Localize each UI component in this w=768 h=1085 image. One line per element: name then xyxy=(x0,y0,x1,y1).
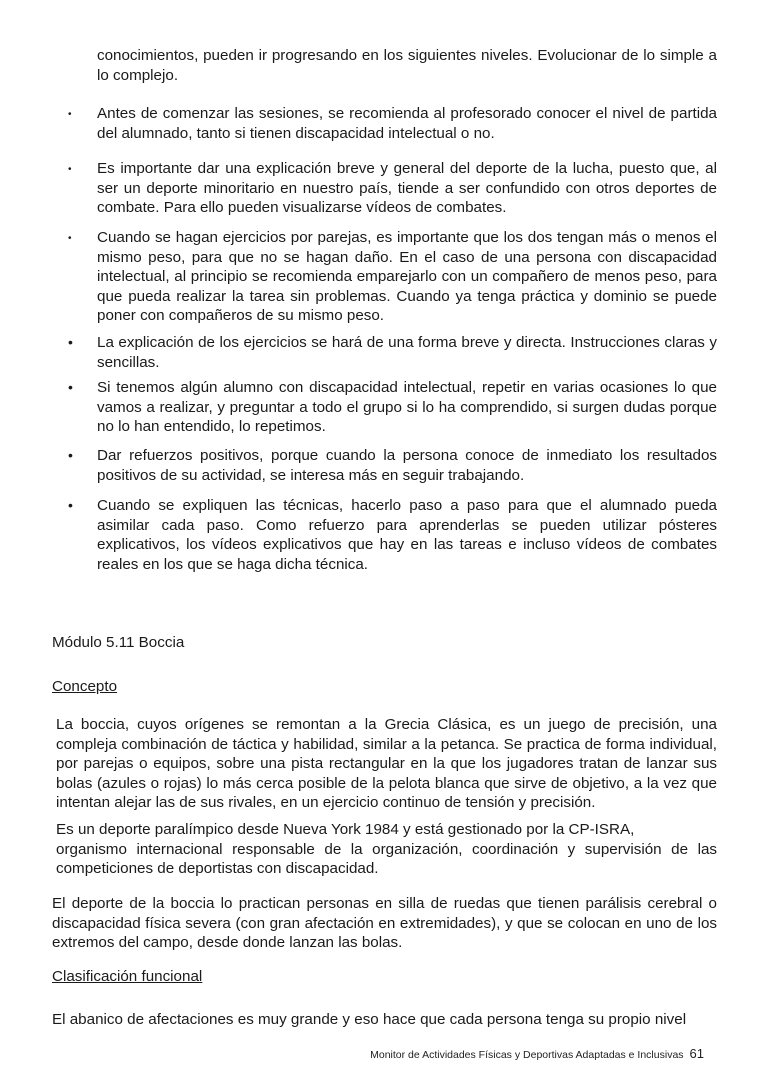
list-item xyxy=(56,228,717,326)
bullet-icon: • xyxy=(68,379,73,395)
list-item-text: Si tenemos algún alumno con discapacidad intelectual, repetir en varias ocasiones lo que vamos a realizar, y preguntar a todo el grupo si lo ha comprendido, si surgen dudas porque no lo han entendido, lo repetimos. xyxy=(97,379,717,435)
list-item-text: La explicación de los ejercicios se hará de una forma breve y directa. Instrucciones claras y sencillas. xyxy=(97,334,717,371)
list-item-text: Cuando se hagan ejercicios por parejas, es importante que los dos tengan más o menos el mismo peso, para que no se hagan daño. En el caso de una persona con discapacidad intelectual, al principio se recomienda emparejarlo con un compañero de menos peso, para que pueda realizar la tarea sin problemas. Cuando ya tenga práctica y dominio se puede poner con compañeros de su mismo peso. xyxy=(97,229,717,324)
list-item-text: Dar refuerzos positivos, porque cuando la persona conoce de inmediato los resultados positivos de su actividad, se interesa más en seguir trabajando. xyxy=(97,447,717,484)
concepto-paragraph-1: La boccia, cuyos orígenes se remontan a la Grecia Clásica, es un juego de precisión, una compleja combinación de táctica y habilidad, similar a la petanca. Se practica de forma individual, por parejas o equipos, sobre una pista rectangular en la que los jugadores tratan de lanzar sus bolas (azules o rojas) lo más cerca posible de la pelota blanca que sirve de objetivo, a la vez que intentan alejar las de sus rivales, en un ejercicio continuo de tensión y precisión. xyxy=(56,716,717,811)
section-heading-clasificacion: Clasificación funcional xyxy=(52,968,203,985)
list-item xyxy=(56,333,717,372)
section-heading-concepto: Concepto xyxy=(52,678,118,695)
bullet-icon: • xyxy=(68,164,72,175)
list-item-text: Es importante dar una explicación breve y general del deporte de la lucha, puesto que, al ser un deporte minoritario en nuestro país, tiende a ser confundido con otros deportes de combate. Para ello pueden visualizarse vídeos de combates. xyxy=(97,160,717,216)
list-item xyxy=(56,446,717,485)
page-footer xyxy=(370,1046,704,1061)
page-number: 61 xyxy=(689,1046,704,1061)
concepto-paragraph-2-line1: Es un deporte paralímpico desde Nueva York 1984 y está gestionado por la CP-ISRA, xyxy=(56,821,635,838)
bullet-icon: • xyxy=(68,497,73,513)
clasificacion-paragraph-1: El abanico de afectaciones es muy grande y eso hace que cada persona tenga su propio nivel xyxy=(52,1011,687,1028)
list-item-text: Antes de comenzar las sesiones, se recomienda al profesorado conocer el nivel de partida del alumnado, tanto si tienen discapacidad intelectual o no. xyxy=(97,105,717,142)
bullet-icon: • xyxy=(68,334,73,350)
list-item xyxy=(56,378,717,437)
list-item-text: Cuando se expliquen las técnicas, hacerlo paso a paso para que el alumnado pueda asimilar cada paso. Como refuerzo para aprenderlas se pueden utilizar pósteres explicativos, los vídeos explicativos que hay en las tareas e incluso vídeos de combates reales en los que se haga dicha técnica. xyxy=(97,497,717,573)
bullet-icon: • xyxy=(68,233,72,244)
concepto-paragraph-3: El deporte de la boccia lo practican personas en silla de ruedas que tienen parálisis cerebral o discapacidad física severa (con gran afectación en extremidades), y que se colocan en uno de los extremos del campo, desde donde lanzan las bolas. xyxy=(52,895,717,951)
list-item xyxy=(56,104,717,143)
footer-title: Monitor de Actividades Físicas y Deportivas Adaptadas e Inclusivas xyxy=(370,1049,684,1061)
concepto-paragraph-2: organismo internacional responsable de la organización, coordinación y supervisión de las competiciones de deportistas con discapacidad. xyxy=(56,840,717,877)
list-item xyxy=(56,496,717,574)
bullet-icon: • xyxy=(68,447,73,463)
module-title: Módulo 5.11 Boccia xyxy=(52,634,185,651)
continuation-paragraph: conocimientos, pueden ir progresando en los siguientes niveles. Evolucionar de lo simple a lo complejo. xyxy=(97,47,717,84)
list-item xyxy=(56,159,717,218)
bullet-icon: • xyxy=(68,109,72,120)
